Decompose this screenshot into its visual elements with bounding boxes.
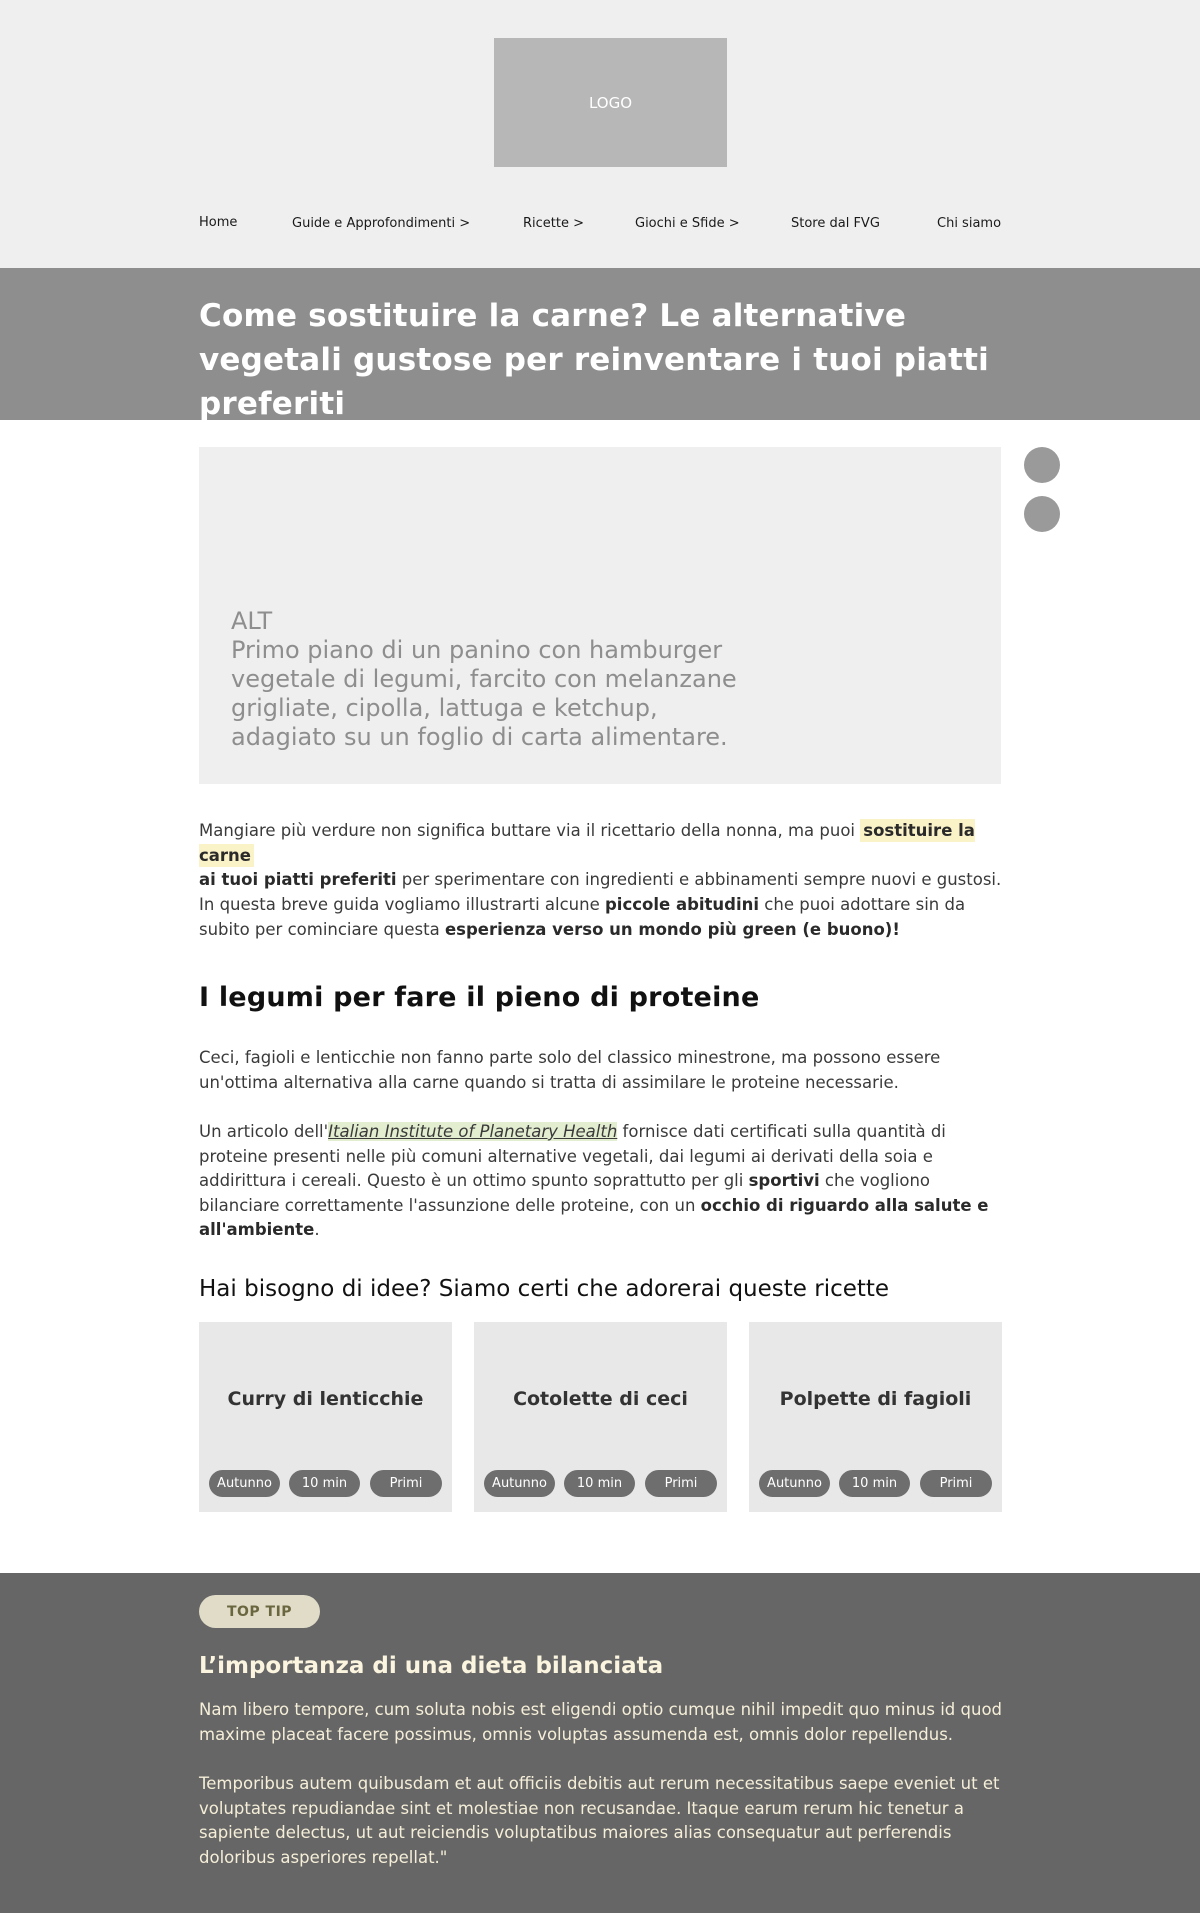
text-run: Mangiare più verdure non significa buttare via il ricettario della nonna, ma puoi: [199, 821, 861, 840]
recipes-heading: Hai bisogno di idee? Siamo certi che adorerai queste ricette: [199, 1276, 890, 1302]
page-title: Come sostituire la carne? Le alternative vegetali gustose per reinventare i tuoi piatti preferiti: [199, 298, 989, 422]
site-header: [0, 0, 1200, 268]
text-run: per sperimentare con ingredienti e abbinamenti sempre nuovi e gustosi.: [396, 870, 1002, 889]
tag-season[interactable]: Autunno: [484, 1470, 555, 1497]
recipe-card-title: Curry di lenticchie: [227, 1388, 424, 1410]
text-run: che puoi adottare sin da subito per cominciare questa: [199, 895, 966, 939]
text-run: fornisce dati certificati sulla quantità di proteine presenti nelle più comuni alternative vegetali, dai legumi ai derivati della soia e addirittura i cereali. Questo è un ottimo spunto soprattutto per gli: [199, 1122, 946, 1190]
top-tip-badge: TOP TIP: [199, 1595, 320, 1628]
nav-item-store[interactable]: Store dal FVG: [791, 216, 880, 231]
logo-text: LOGO: [588, 93, 633, 112]
nav-item-guide[interactable]: Guide e Approfondimenti >: [292, 216, 471, 231]
nav-item-home[interactable]: Home: [199, 215, 238, 230]
top-tip-title: L’importanza di una dieta bilanciata: [199, 1653, 664, 1679]
intro-paragraph-1: [199, 819, 1004, 893]
article-link[interactable]: Italian Institute of Planetary Health: [328, 1122, 618, 1141]
bold-text: sportivi: [748, 1171, 820, 1190]
intro-paragraph-2: [199, 893, 1004, 942]
recipe-card-title: Cotolette di ceci: [513, 1388, 688, 1410]
recipe-card[interactable]: [749, 1322, 1002, 1512]
bold-text: occhio di riguardo alla salute e all'ambiente: [199, 1195, 989, 1239]
section-paragraph-1: Ceci, fagioli e lenticchie non fanno parte solo del classico minestrone, ma possono essere un'ottima alternativa alla carne quando si tratta di assimilare le proteine necessarie.: [199, 1048, 941, 1092]
nav-item-giochi[interactable]: Giochi e Sfide >: [635, 216, 740, 231]
top-tip-paragraph-2: Temporibus autem quibusdam et aut officiis debitis aut rerum necessitatibus saepe eveniet ut et voluptates repudiandae sint et molestiae non recusandae. Itaque earum rerum hic tenetur a sapiente delectus, ut aut reiciendis voluptatibus maiores alias consequatur aut perferendis doloribus asperiores repellat.": [199, 1774, 1000, 1867]
hero-alt-label: ALT: [231, 607, 273, 635]
title-band: [0, 268, 1200, 420]
hero-alt-text-block: [231, 607, 751, 752]
bold-text: esperienza verso un mondo più green (e buono)!: [444, 919, 900, 939]
section-heading: I legumi per fare il pieno di proteine: [199, 982, 760, 1013]
bold-text: piccole abitudini: [604, 895, 760, 914]
bold-text: ai tuoi piatti preferiti: [199, 870, 397, 889]
text-run: .: [314, 1220, 320, 1239]
top-tip-section: [0, 1573, 1200, 1913]
share-button-2[interactable]: [1024, 496, 1060, 532]
recipe-card[interactable]: [199, 1322, 452, 1512]
tag-time[interactable]: 10 min: [289, 1470, 360, 1497]
tag-time[interactable]: 10 min: [839, 1470, 910, 1497]
top-tip-paragraph-1: Nam libero tempore, cum soluta nobis est eligendi optio cumque nihil impedit quo minus id quod maxime placeat facere possimus, omnis voluptas assumenda est, omnis dolor repellendus.: [199, 1700, 1003, 1744]
highlight: sostituire la carne: [199, 821, 975, 865]
recipe-card-title: Polpette di fagioli: [779, 1388, 972, 1410]
recipe-card[interactable]: [474, 1322, 727, 1512]
main-nav: [199, 216, 1003, 238]
tag-course[interactable]: Primi: [645, 1470, 717, 1497]
logo[interactable]: [494, 38, 727, 167]
hero-alt-description: Primo piano di un panino con hamburger vegetale di legumi, farcito con melanzane grigliate, cipolla, lattuga e ketchup, adagiato su un foglio di carta alimentare.: [231, 636, 737, 751]
text-run: che vogliono bilanciare correttamente l'assunzione delle proteine, con un: [199, 1171, 930, 1215]
hero-image-placeholder: [199, 447, 1001, 784]
share-button-1[interactable]: [1024, 447, 1060, 483]
tag-course[interactable]: Primi: [370, 1470, 442, 1497]
section-paragraph-2: [199, 1120, 1004, 1243]
nav-item-chi-siamo[interactable]: Chi siamo: [937, 216, 1002, 231]
tag-season[interactable]: Autunno: [759, 1470, 830, 1497]
tag-season[interactable]: Autunno: [209, 1470, 280, 1497]
tag-course[interactable]: Primi: [920, 1470, 992, 1497]
text-run: Un articolo dell': [199, 1122, 329, 1141]
tag-time[interactable]: 10 min: [564, 1470, 635, 1497]
text-run: In questa breve guida vogliamo illustrarti alcune: [199, 895, 605, 914]
nav-item-ricette[interactable]: Ricette >: [523, 216, 585, 231]
